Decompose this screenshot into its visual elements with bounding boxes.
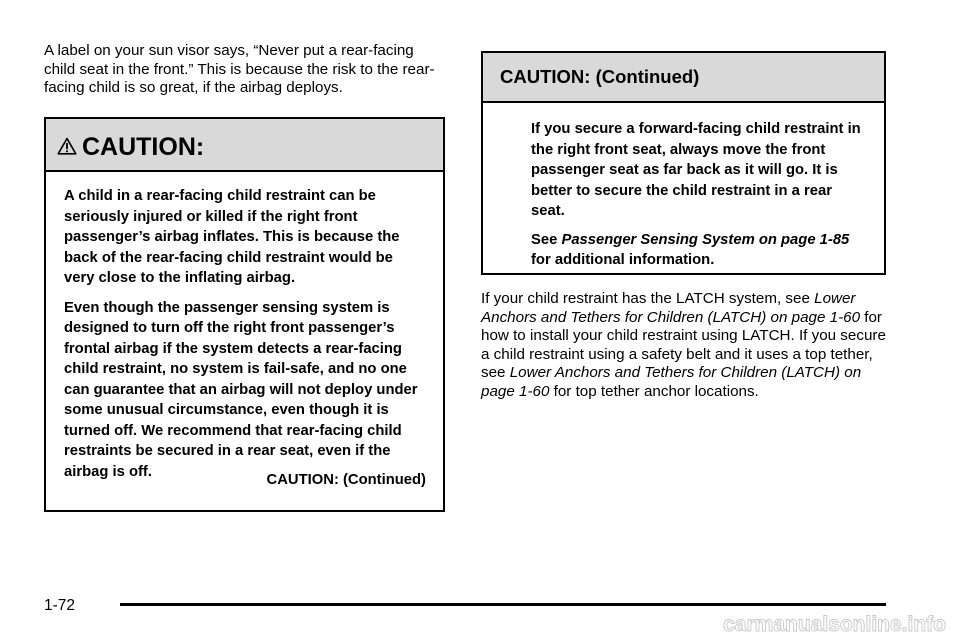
caution-paragraph xyxy=(531,230,864,271)
text-run: for how to install your child restraint using LATCH. If you secure a child restraint using a safety belt and it uses a top tether, see xyxy=(481,308,886,381)
caution-box xyxy=(44,117,445,512)
caution-continued-title: CAUTION: (Continued) xyxy=(500,66,700,87)
caution-continued-box xyxy=(481,51,886,275)
text-run: See xyxy=(531,231,562,248)
caution-continued-header xyxy=(483,53,884,103)
watermark-text: carmanualsonline.info xyxy=(723,613,946,636)
caution-title: CAUTION: xyxy=(82,133,205,161)
warning-triangle-icon xyxy=(57,137,77,155)
caution-continued-body xyxy=(483,103,884,271)
text-run: for top tether anchor locations. xyxy=(549,382,759,400)
cross-reference: Passenger Sensing System on page 1-85 xyxy=(561,231,850,248)
page-number: 1-72 xyxy=(44,597,76,614)
caution-body xyxy=(46,172,443,482)
text-run: for additional information. xyxy=(531,252,715,268)
caution-paragraph: A child in a rear-facing child restraint can be seriously injured or killed if the right front passenger’s airbag inflates. This is because the back of the rear-facing child restraint would be very close to the inflating airbag. xyxy=(64,188,400,286)
caution-continued-label: CAUTION: (Continued) xyxy=(266,472,426,488)
caution-header xyxy=(46,119,443,172)
cross-reference: Lower Anchors and Tethers for Children (LATCH) on page 1-60 xyxy=(481,290,861,326)
watermark-logo xyxy=(690,610,950,638)
cross-reference: Lower Anchors and Tethers for Children (LATCH) on page 1-60 xyxy=(481,364,862,400)
footer-rule xyxy=(120,603,886,606)
caution-paragraph: If you secure a forward-facing child restraint in the right front seat, always move the front passenger seat as far back as it will go. It is better to secure the child restraint in a rear seat. xyxy=(531,121,861,219)
caution-paragraph: Even though the passenger sensing system is designed to turn off the right front passenger’s frontal airbag if the system detects a rear-facing child restraint, no system is fail-safe, and no one can guarantee that an airbag will not deploy under some unusual circumstance, even though it is turned off. We recommend that rear-facing child restraints be secured in a rear seat, even if the airbag is off. xyxy=(64,299,418,480)
text-run: If your child restraint has the LATCH system, see xyxy=(481,290,815,307)
latch-paragraph xyxy=(481,290,886,401)
intro-paragraph: A label on your sun visor says, “Never put a rear-facing child seat in the front.” This is because the risk to the rear-facing child is so great, if the airbag deploys. xyxy=(44,42,435,96)
